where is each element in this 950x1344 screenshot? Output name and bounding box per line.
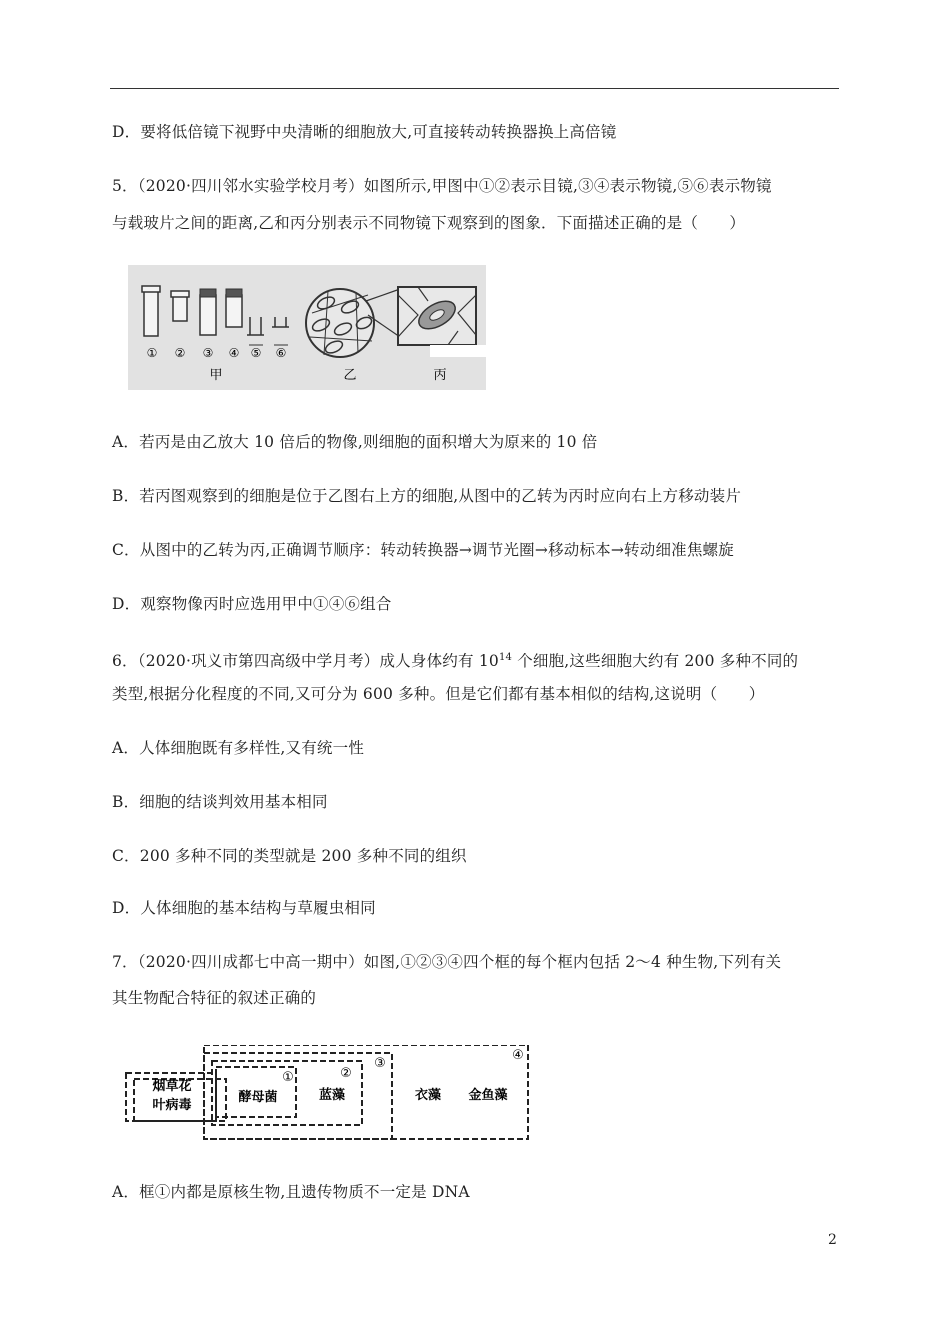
label-5: ⑤ xyxy=(250,346,262,360)
q5-option-b: B．若丙图观察到的细胞是位于乙图右上方的细胞,从图中的乙转为丙时应向右上方移动装片 xyxy=(112,487,742,505)
objective-4 xyxy=(226,295,242,327)
box-4-label: ④ xyxy=(512,1048,524,1063)
q5-option-d: D．观察物像丙时应选用甲中①④⑥组合 xyxy=(112,595,392,613)
q6-stem-line1 xyxy=(112,648,798,671)
box-1-label: ① xyxy=(282,1070,294,1085)
yeast-label: 酵母菌 xyxy=(238,1090,278,1105)
label-jia: 甲 xyxy=(209,368,223,383)
q6-option-a: A．人体细胞既有多样性,又有统一性 xyxy=(112,739,365,757)
box-2-label: ② xyxy=(340,1066,352,1081)
page-number: 2 xyxy=(828,1232,837,1248)
header-rule xyxy=(110,88,839,89)
cyano-label: 蓝藻 xyxy=(318,1088,346,1103)
q5-option-c: C．从图中的乙转为丙,正确调节顺序：转动转换器→调节光圈→移动标本→转动细准焦螺旋 xyxy=(112,541,734,559)
q7-option-a: A．框①内都是原核生物,且遗传物质不一定是 DNA xyxy=(112,1183,470,1201)
q5-stem-line2: 与载玻片之间的距离,乙和丙分别表示不同物镜下观察到的图象．下面描述正确的是（ ） xyxy=(112,214,746,232)
q5-option-a: A．若丙是由乙放大 10 倍后的物像,则细胞的面积增大为原来的 10 倍 xyxy=(112,433,598,451)
q7-stem-line2: 其生物配合特征的叙述正确的 xyxy=(112,989,317,1007)
q6-stem-line2: 类型,根据分化程度的不同,又可分为 600 多种。但是它们都有基本相似的结构,这说明（ ） xyxy=(112,685,765,703)
virus-label-1: 烟草花 xyxy=(152,1079,192,1094)
q4-option-d: D．要将低倍镜下视野中央清晰的细胞放大,可直接转动转换器换上高倍镜 xyxy=(112,123,617,141)
q6-stem-part2: 个细胞,这些细胞大约有 200 多种不同的 xyxy=(512,652,799,670)
label-1: ① xyxy=(146,346,158,360)
q7-stem-line1: 7．（2020·四川成都七中高一期中）如图,①②③④四个框的每个框内包括 2～4 种生物,下列有关 xyxy=(112,953,782,971)
box-3 xyxy=(204,1053,392,1139)
objective-3 xyxy=(200,295,216,335)
q6-option-d: D．人体细胞的基本结构与草履虫相同 xyxy=(112,899,376,917)
organism-boxes-figure xyxy=(122,1045,532,1140)
box-3-label: ③ xyxy=(374,1056,386,1071)
label-3: ③ xyxy=(202,346,214,360)
q6-exponent: 14 xyxy=(498,652,513,663)
virus-label-2: 叶病毒 xyxy=(152,1098,192,1113)
label-4: ④ xyxy=(228,346,240,360)
microscope-figure xyxy=(128,265,486,390)
label-yi: 乙 xyxy=(343,368,357,383)
eyepiece-2 xyxy=(173,295,187,321)
label-bing: 丙 xyxy=(433,368,447,383)
label-6: ⑥ xyxy=(275,346,287,360)
q6-stem-part1: 6．（2020·巩义市第四高级中学月考）成人身体约有 10 xyxy=(112,652,499,670)
q6-option-c: C．200 多种不同的类型就是 200 多种不同的组织 xyxy=(112,847,467,865)
q6-option-b: B．细胞的结谈判效用基本相同 xyxy=(112,793,328,811)
goldfish-weed-label: 金鱼藻 xyxy=(468,1088,508,1103)
alga-label: 衣藻 xyxy=(414,1088,442,1103)
label-2: ② xyxy=(174,346,186,360)
eyepiece-1 xyxy=(144,290,158,336)
q5-stem-line1: 5．（2020·四川邻水实验学校月考）如图所示,甲图中①②表示目镜,③④表示物镜,⑤⑥表示物镜 xyxy=(112,177,772,195)
